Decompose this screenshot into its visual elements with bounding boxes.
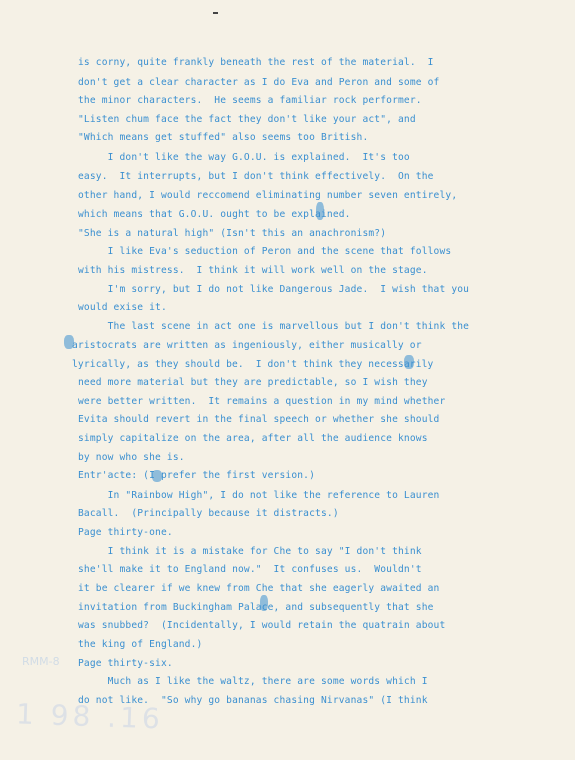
text-line: would exise it.	[78, 302, 167, 313]
text-line: "Which means get stuffed" also seems too British.	[78, 132, 369, 143]
text-line: Page thirty-one.	[78, 527, 173, 538]
text-line: the minor characters. He seems a familiar rock performer.	[78, 95, 422, 106]
stamp-code: RMM-8	[22, 655, 60, 668]
text-line: simply capitalize on the area, after all the audience knows	[78, 433, 428, 444]
text-line: by now who she is.	[78, 452, 185, 463]
text-line: lyrically, as they should be. I don't think they necessarily	[72, 359, 434, 370]
text-line: easy. It interrupts, but I don't think effectively. On the	[78, 171, 434, 182]
text-line: "She is a natural high" (Isn't this an anachronism?)	[78, 228, 387, 239]
stamp-watermark: 1 98 .16	[15, 697, 165, 736]
text-line: Entr'acte: (I prefer the first version.)	[78, 470, 316, 481]
text-line: I think it is a mistake for Che to say "I don't think	[78, 546, 422, 557]
text-line: were better written. It remains a question in my mind whether	[78, 396, 446, 407]
text-line: it be clearer if we knew from Che that she eagerly awaited an	[78, 583, 440, 594]
text-line: aristocrats are written as ingeniously, either musically or	[72, 340, 422, 351]
text-line: Page thirty-six.	[78, 658, 173, 669]
text-line: Much as I like the waltz, there are some words which I	[78, 676, 428, 687]
text-line: invitation from Buckingham Palace, and subsequently that she	[78, 602, 434, 613]
text-line: the king of England.)	[78, 639, 203, 650]
text-line: is corny, quite frankly beneath the rest of the material. I	[78, 57, 434, 68]
text-line: In "Rainbow High", I do not like the reference to Lauren	[78, 490, 440, 501]
text-line: need more material but they are predictable, so I wish they	[78, 377, 428, 388]
text-line: Bacall. (Principally because it distracts.)	[78, 508, 339, 519]
text-line: The last scene in act one is marvellous but I don't think the	[78, 321, 470, 332]
text-line: don't get a clear character as I do Eva and Peron and some of	[78, 77, 440, 88]
text-line: do not like. "So why go bananas chasing Nirvanas" (I think	[78, 695, 428, 706]
text-line: I'm sorry, but I do not like Dangerous Jade. I wish that you	[78, 284, 470, 295]
text-line: which means that G.O.U. ought to be explained.	[78, 209, 351, 220]
text-line: "Listen chum face the fact they don't like your act", and	[78, 114, 416, 125]
text-line: I don't like the way G.O.U. is explained. It's too	[78, 152, 410, 163]
text-line: other hand, I would reccomend eliminating number seven entirely,	[78, 190, 458, 201]
text-line: I like Eva's seduction of Peron and the scene that follows	[78, 246, 452, 257]
text-line: she'll make it to England now." It confuses us. Wouldn't	[78, 564, 422, 575]
text-line: was snubbed? (Incidentally, I would retain the quatrain about	[78, 620, 446, 631]
text-line: Evita should revert in the final speech or whether she should	[78, 414, 440, 425]
text-line: with his mistress. I think it will work well on the stage.	[78, 265, 428, 276]
